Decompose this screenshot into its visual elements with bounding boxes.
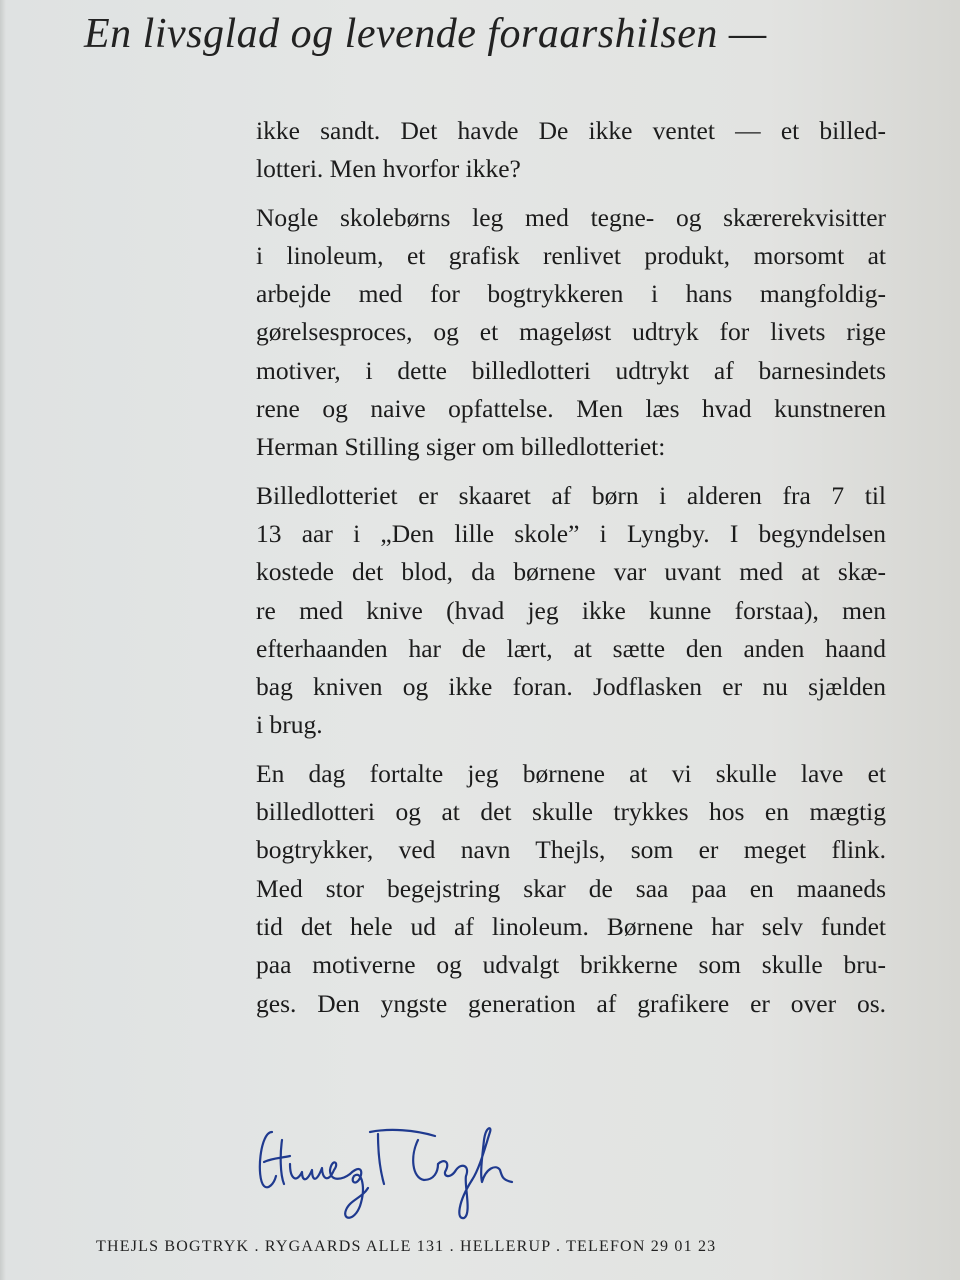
paragraph-4 (256, 755, 886, 1023)
text-line: ges. Den yngste generation af grafikere er over os. (256, 988, 886, 1018)
text-line: Billedlotteriet er skaaret af børn i alderen fra 7 til (256, 480, 886, 510)
paragraph-1 (256, 112, 886, 189)
text-line: rene og naive opfattelse. Men læs hvad kunstneren (256, 394, 886, 424)
text-line: paa motiverne og udvalgt brikkerne som skulle bru- (256, 950, 886, 980)
text-line: efterhaanden har de lært, at sætte den anden haand (256, 633, 886, 663)
text-line: re med knive (hvad jeg ikke kunne forstaa), men (256, 595, 886, 625)
text-line: kostede det blod, da børnene var uvant med at skæ- (256, 557, 886, 587)
paragraph-3 (256, 477, 886, 745)
text-line: ikke sandt. Det havde De ikke ventet — et billed- (256, 116, 886, 145)
body-text (256, 112, 886, 1033)
text-line: gørelsesproces, og et mageløst udtryk for livets rige (256, 317, 886, 347)
text-line: bag kniven og ikke foran. Jodflasken er nu sjælden (256, 672, 886, 702)
text-line: i linoleum, et grafisk renlivet produkt, morsomt at (256, 240, 886, 270)
printer-address-footer: THEJLS BOGTRYK . RYGAARDS ALLE 131 . HELLERUP . TELEFON 29 01 23 (96, 1238, 717, 1255)
text-line: 13 aar i „Den lille skole” i Lyngby. I begyndelsen (256, 518, 886, 548)
handwritten-signature-icon (250, 1118, 590, 1228)
text-line: Nogle skolebørns leg med tegne- og skærerekvisitter (256, 202, 886, 232)
text-line: bogtrykker, ved navn Thejls, som er meget flink. (256, 835, 886, 865)
paragraph-2 (256, 199, 886, 467)
text-line: lotteri. Men hvorfor ikke? (256, 154, 521, 184)
text-line: tid det hele ud af linoleum. Børnene har selv fundet (256, 911, 886, 941)
text-line: i brug. (256, 710, 323, 740)
text-line: En dag fortalte jeg børnene at vi skulle lave et (256, 758, 886, 788)
page-heading: En livsglad og levende foraarshilsen — (84, 11, 767, 57)
text-line: arbejde med for bogtrykkeren i hans mangfoldig- (256, 279, 886, 309)
text-line: motiver, i dette billedlotteri udtrykt af barnesindets (256, 355, 886, 385)
text-line: Med stor begejstring skar de saa paa en maaneds (256, 873, 886, 903)
text-line: billedlotteri og at det skulle trykkes hos en mægtig (256, 797, 886, 827)
text-line: Herman Stilling siger om billedlotteriet: (256, 432, 666, 462)
